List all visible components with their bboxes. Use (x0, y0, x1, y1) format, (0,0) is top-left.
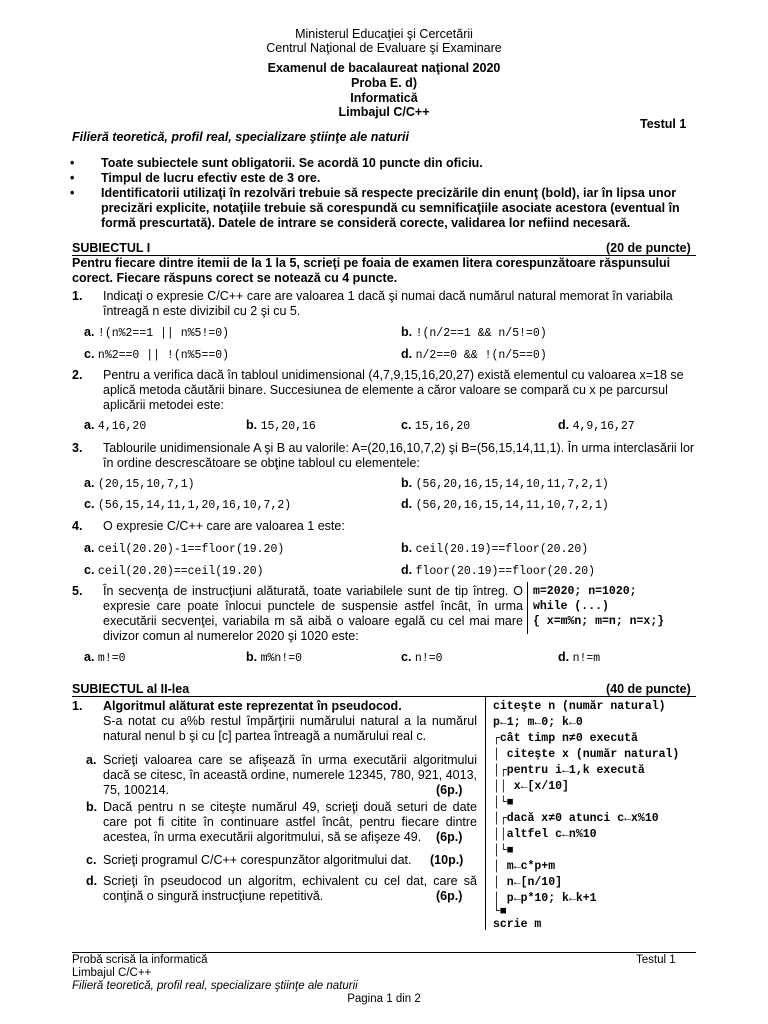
pseudo-line-3: ┌cât timp n≠0 execută (493, 732, 638, 745)
pseudo-line-7: │└■ (493, 796, 514, 809)
subject-name: Informatică (350, 91, 418, 105)
pseudo-line-6: ││ x←[x/10] (493, 780, 569, 793)
q2-option-c: c. 15,16,20 (401, 418, 471, 433)
rule-2: Timpul de lucru efectiv este de 3 ore. (101, 171, 321, 185)
footer-rule (72, 952, 696, 953)
pseudo-line-10: │└■ (493, 844, 514, 857)
track-label: Filieră teoretică, profil real, specializare ştiinţe ale naturii (72, 130, 409, 144)
pseudo-line-2: p←1; m←0; k←0 (493, 716, 583, 729)
q5-code-line-1: m=2020; n=1020; (533, 585, 637, 598)
q2-number: 2. (72, 368, 83, 382)
s2-q1-a-letter: a. (86, 753, 97, 767)
s2-q1-b-points: (6p.) (436, 830, 463, 844)
q3-option-b: b. (56,20,16,15,14,10,11,7,2,1) (401, 476, 609, 491)
ministry: Ministerul Educaţiei şi Cercetării (295, 27, 473, 41)
q2-option-d: d. 4,9,16,27 (558, 418, 635, 433)
s2-q1-c-letter: c. (86, 853, 97, 867)
q3-text: Tablourile unidimensionale A şi B au valorile: A=(20,16,10,7,2) şi B=(56,15,14,11,1). În urma interclasării lor în ordine descrescătoare se obţine tabloul cu elementele: (103, 441, 695, 470)
exam-title: Examenul de bacalaureat naţional 2020 (267, 61, 501, 75)
q3-option-d: d. (56,20,16,15,14,11,10,7,2,1) (401, 497, 609, 512)
s2-rule (72, 696, 696, 697)
q4-option-c: c. ceil(20.20)==ceil(19.20) (84, 563, 264, 578)
pseudo-line-9: ││altfel c←n%10 (493, 828, 597, 841)
q3-option-c: c. (56,15,14,11,1,20,16,10,7,2) (84, 497, 292, 512)
s2-q1-b-letter: b. (86, 800, 98, 814)
s2-q1-c-points: (10p.) (430, 853, 464, 867)
q5-code-divider (527, 582, 528, 634)
pseudo-line-14: └■ (493, 905, 507, 918)
q2-option-a: a. 4,16,20 (84, 418, 147, 433)
s2-points: (40 de puncte) (606, 682, 691, 696)
pseudo-line-4: │ citeşte x (număr natural) (493, 748, 680, 761)
q2-option-b: b. 15,20,16 (246, 418, 316, 433)
q2-text: Pentru a verifica dacă în tabloul unidimensional (4,7,9,15,16,20,27) există elementul cu valoarea x=18 se aplică metoda căutării binare. Succesiunea de elemente a căror valoare se compară cu x pe parcursul aplicării metodei este: (103, 368, 684, 412)
footer-page: Pagina 1 din 2 (347, 993, 421, 1005)
s2-q1-number: 1. (72, 699, 83, 713)
s2-q1-desc: S-a notat cu a%b restul împărţirii numărului natural a la numărul natural nenul b şi cu [c] partea întreagă a numărului real c. (103, 714, 477, 743)
q5-option-c: c. n!=0 (401, 650, 443, 665)
q3-number: 3. (72, 441, 83, 455)
s1-intro: Pentru fiecare dintre itemii de la 1 la 5, scrieţi pe foaia de examen litera corespunzătoare răspunsului corect. Fiecare răspuns corect se notează cu 4 puncte. (72, 256, 671, 285)
s2-title: SUBIECTUL al II-lea (72, 682, 190, 696)
q5-option-d: d. n!=m (558, 650, 601, 665)
s2-q1-d-letter: d. (86, 874, 98, 888)
rule-1: Toate subiectele sunt obligatorii. Se acordă 10 puncte din oficiu. (101, 156, 483, 170)
rule-bullet-1: • (70, 156, 75, 170)
q5-text: În secvenţa de instrucţiuni alăturată, toate variabilele sunt de tip întreg. O expresie care poate înlocui punctele de suspensie astfel încât, în urma executării secvenţei, variabila m să aibă o valoare egală cu cel mai mare divizor comun al numerelor 2020 şi 1020 este: (103, 584, 523, 643)
pseudo-line-5: │┌pentru i←1,k execută (493, 764, 645, 777)
s2-q1-c-text: Scrieţi programul C/C++ corespunzător algoritmului dat. (103, 853, 412, 867)
q5-number: 5. (72, 584, 83, 598)
footer-line-3: Filieră teoretică, profil real, specializare ştiinţe ale naturii (72, 980, 358, 992)
q5-option-a: a. m!=0 (84, 650, 126, 665)
rule-bullet-2: • (70, 171, 75, 185)
q1-option-b: b. !(n/2==1 && n/5!=0) (401, 325, 547, 340)
s1-points: (20 de puncte) (606, 241, 691, 255)
evaluation-center: Centrul Naţional de Evaluare şi Examinare (266, 41, 502, 55)
rule-bullet-3: • (70, 186, 75, 200)
q3-option-a: a. (20,15,10,7,1) (84, 476, 195, 491)
q4-text: O expresie C/C++ care are valoarea 1 este: (103, 519, 345, 533)
q1-option-c: c. n%2==0 || !(n%5==0) (84, 347, 230, 362)
q4-option-b: b. ceil(20.19)==floor(20.20) (401, 541, 589, 556)
language: Limbajul C/C++ (338, 105, 430, 119)
pseudo-line-15: scrie m (493, 918, 542, 931)
footer-line-1: Probă scrisă la informatică (72, 954, 208, 966)
q5-code-line-3: { x=m%n; m=n; n=x;} (533, 615, 665, 628)
s2-q1-b-text: Dacă pentru n se citeşte numărul 49, scrieţi două seturi de date care pot fi citite în continuare astfel încât, pentru fiecare dintre acestea, în urma executării algoritmului, să se afişeze 49. (103, 800, 477, 844)
pseudo-line-12: │ n←[n/10] (493, 876, 563, 889)
s2-q1-title: Algoritmul alăturat este reprezentat în pseudocod. (103, 699, 402, 713)
s2-q1-a-text: Scrieţi valoarea care se afişează în urma executării algoritmului dacă se citesc, în această ordine, numerele 12345, 780, 921, 4013, 75, 100214. (103, 753, 477, 797)
s2-q1-d-text: Scrieţi în pseudocod un algoritm, echivalent cu cel dat, care să conţină o singură instrucţiune repetitivă. (103, 874, 477, 903)
footer-test: Testul 1 (636, 954, 676, 966)
q1-option-d: d. n/2==0 && !(n/5==0) (401, 347, 547, 362)
q1-option-a: a. !(n%2==1 || n%5!=0) (84, 325, 230, 340)
proba: Proba E. d) (351, 76, 417, 90)
q5-option-b: b. m%n!=0 (246, 650, 303, 665)
pseudo-line-1: citeşte n (număr natural) (493, 700, 666, 713)
footer-line-2: Limbajul C/C++ (72, 967, 152, 979)
q5-code-line-2: while (...) (533, 600, 609, 613)
s2-pseudocode-divider (485, 696, 486, 930)
test-label: Testul 1 (640, 117, 687, 131)
pseudo-line-11: │ m←c*p+m (493, 860, 556, 873)
q4-option-a: a. ceil(20.20)-1==floor(19.20) (84, 541, 285, 556)
s2-q1-a-points: (6p.) (436, 783, 463, 797)
s1-title: SUBIECTUL I (72, 241, 151, 255)
s2-q1-d-points: (6p.) (436, 889, 463, 903)
rule-3: Identificatorii utilizaţi în rezolvări trebuie să respecte precizările din enunţ (bold), iar în lipsa unor precizări explicite, notaţiile trebuie să corespundă cu semnificaţiile asociate acestora (eventual în formă prescurtată). Datele de intrare se consideră corecte, validarea lor nefiind necesară. (101, 186, 680, 230)
q4-option-d: d. floor(20.19)==floor(20.20) (401, 563, 596, 578)
q1-text: Indicaţi o expresie C/C++ care are valoarea 1 dacă şi numai dacă numărul natural memorat în variabila întreagă n este divizibil cu 2 şi cu 5. (103, 289, 673, 318)
pseudo-line-8: │┌dacă x≠0 atunci c←x%10 (493, 812, 659, 825)
q4-number: 4. (72, 519, 83, 533)
q1-number: 1. (72, 289, 83, 303)
pseudo-line-13: │ p←p*10; k←k+1 (493, 892, 597, 905)
